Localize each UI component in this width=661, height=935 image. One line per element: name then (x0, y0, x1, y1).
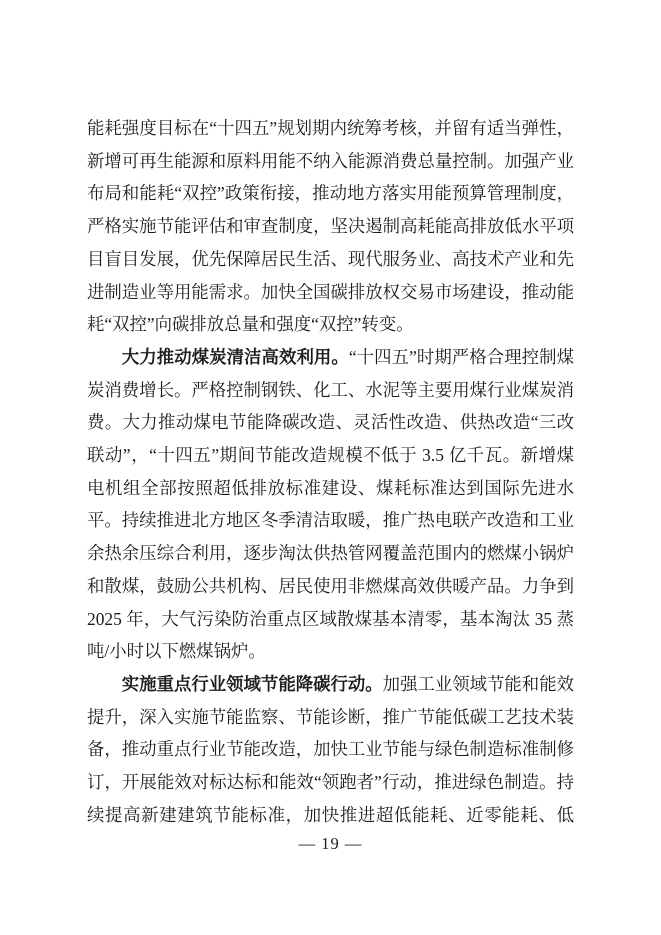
paragraph-text: 能耗强度目标在“十四五”规划期内统筹考核，并留有适当弹性，新增可再生能源和原料用能不纳入能源消费总量控制。加强产业布局和能耗“双控”政策衔接，推动地方落实用能预算管理制度，严格实施节能评估和审查制度，坚决遏制高耗能高排放低水平项目盲目发展，优先保障居民生活、现代服务业、高技术产业和先进制造业等用能需求。加快全国碳排放权交易市场建设，推动能耗“双控”向碳排放总量和强度“双控”转变。 (87, 118, 574, 335)
document-body (87, 112, 574, 831)
paragraph-text: “十四五”时期严格合理控制煤炭消费增长。严格控制钢铁、化工、水泥等主要用煤行业煤炭消费。大力推动煤电节能降碳改造、灵活性改造、供热改造“三改联动”，“十四五”期间节能改造规模不低于 3.5 亿千瓦。新增煤电机组全部按照超低排放标准建设、煤耗标准达到国际先进水平。持续推进北方地区冬季清洁取暖，推广热电联产改造和工业余热余压综合利用，逐步淘汰供热管网覆盖范围内的燃煤小锅炉和散煤，鼓励公共机构、居民使用非燃煤高效供暖产品。力争到 2025 年，大气污染防治重点区域散煤基本清零，基本淘汰 35 蒸吨/小时以下燃煤锅炉。 (87, 346, 574, 662)
paragraph-text: 加强工业领域节能和能效提升，深入实施节能监察、节能诊断，推广节能低碳工艺技术装备，推动重点行业节能改造，加快工业节能与绿色制造标准制修订，开展能效对标达标和能效“领跑者”行动，推进绿色制造。持续提高新建建筑节能标准，加快推进超低能耗、近零能耗、低 (87, 673, 574, 825)
paragraph (87, 341, 574, 668)
paragraph-lead: 实施重点行业领域节能降碳行动。 (121, 673, 383, 694)
paragraph-lead: 大力推动煤炭清洁高效利用。 (121, 346, 349, 367)
page-number: — 19 — (298, 834, 363, 853)
paragraph (87, 112, 574, 341)
paragraph (87, 668, 574, 832)
